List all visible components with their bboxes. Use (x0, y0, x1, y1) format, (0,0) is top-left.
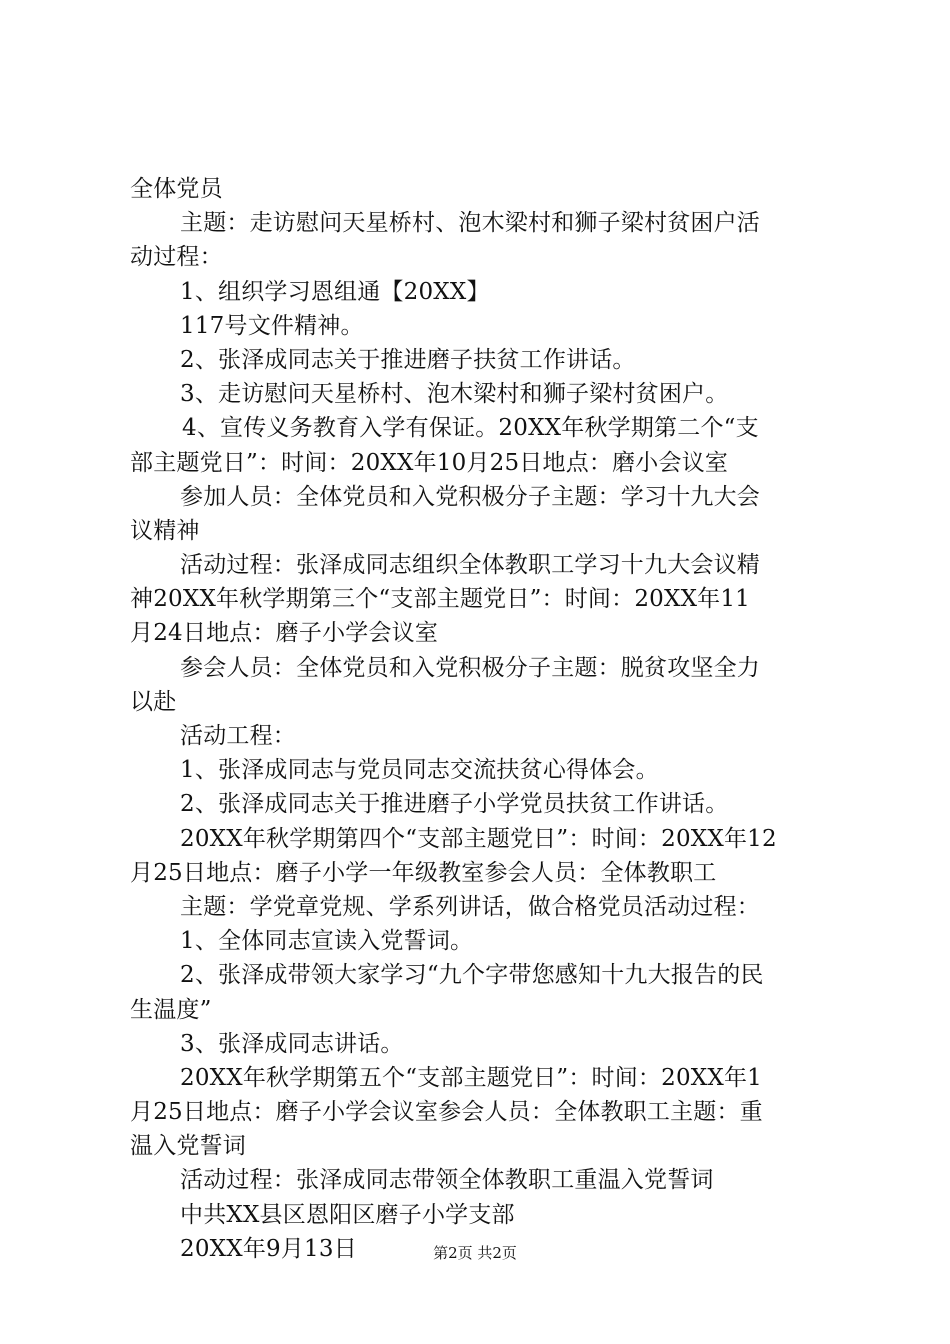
text-line: 20XX年秋学期第五个“支部主题党日”：时间：20XX年1 (180, 1064, 762, 1091)
text-line: 3、走访慰问天星桥村、泡木梁村和狮子梁村贫困户。 (180, 381, 729, 408)
text-line: 部主题党日”：时间：20XX年10月25日地点：磨小会议室 (130, 449, 729, 476)
text-line: 中共XX县区恩阳区磨子小学支部 (180, 1201, 515, 1228)
text-line: 2、张泽成带领大家学习“九个字带您感知十九大报告的民 (180, 962, 764, 989)
text-line: 神20XX年秋学期第三个“支部主题党日”：时间：20XX年11 (130, 586, 751, 613)
text-line: 主题：走访慰问天星桥村、泡木梁村和狮子梁村贫困户活 (180, 210, 760, 237)
page-footer: 第2页 共2页 (433, 1244, 517, 1262)
text-line: 生温度” (130, 996, 212, 1023)
text-line: 20XX年9月13日 (180, 1235, 357, 1262)
text-line: 2、张泽成同志关于推进磨子扶贫工作讲话。 (180, 346, 636, 373)
text-line: 月24日地点：磨子小学会议室 (130, 620, 439, 647)
text-line: 1、张泽成同志与党员同志交流扶贫心得体会。 (180, 757, 659, 784)
text-line: 动过程： (130, 244, 223, 271)
text-line: 主题：学党章党规、学系列讲话，做合格党员活动过程： (180, 893, 760, 920)
text-line: 活动工程： (180, 723, 296, 749)
text-line: 活动过程：张泽成同志带领全体教职工重温入党誓词 (180, 1167, 714, 1194)
text-line: 1、组织学习恩组通【20XX】 (180, 278, 490, 305)
text-line: 1、全体同志宣读入党誓词。 (180, 928, 474, 955)
text-line: 117号文件精神。 (180, 312, 364, 339)
text-line: 2、张泽成同志关于推进磨子小学党员扶贫工作讲话。 (180, 791, 729, 818)
text-line: 参会人员：全体党员和入党积极分子主题：脱贫攻坚全力 (180, 654, 760, 681)
text-line: 月25日地点：磨子小学会议室参会人员：全体教职工主题：重 (130, 1099, 763, 1126)
text-line: 活动过程：张泽成同志组织全体教职工学习十九大会议精 (180, 552, 760, 579)
text-line: 3、张泽成同志讲话。 (180, 1030, 404, 1057)
text-line: 以赴 (130, 688, 177, 715)
text-line: 20XX年秋学期第四个“支部主题党日”：时间：20XX年12 (180, 825, 777, 852)
document-body (130, 172, 835, 1266)
text-line: 温入党誓词 (130, 1133, 246, 1160)
text-line: 参加人员：全体党员和入党积极分子主题：学习十九大会 (180, 483, 760, 510)
text-line: 月25日地点：磨子小学一年级教室参会人员：全体教职工 (130, 859, 717, 886)
text-line: 议精神 (130, 517, 200, 544)
text-line: 4、宣传义务教育入学有保证。20XX年秋学期第二个“支 (182, 415, 759, 442)
text-line: 全体党员 (130, 176, 223, 202)
